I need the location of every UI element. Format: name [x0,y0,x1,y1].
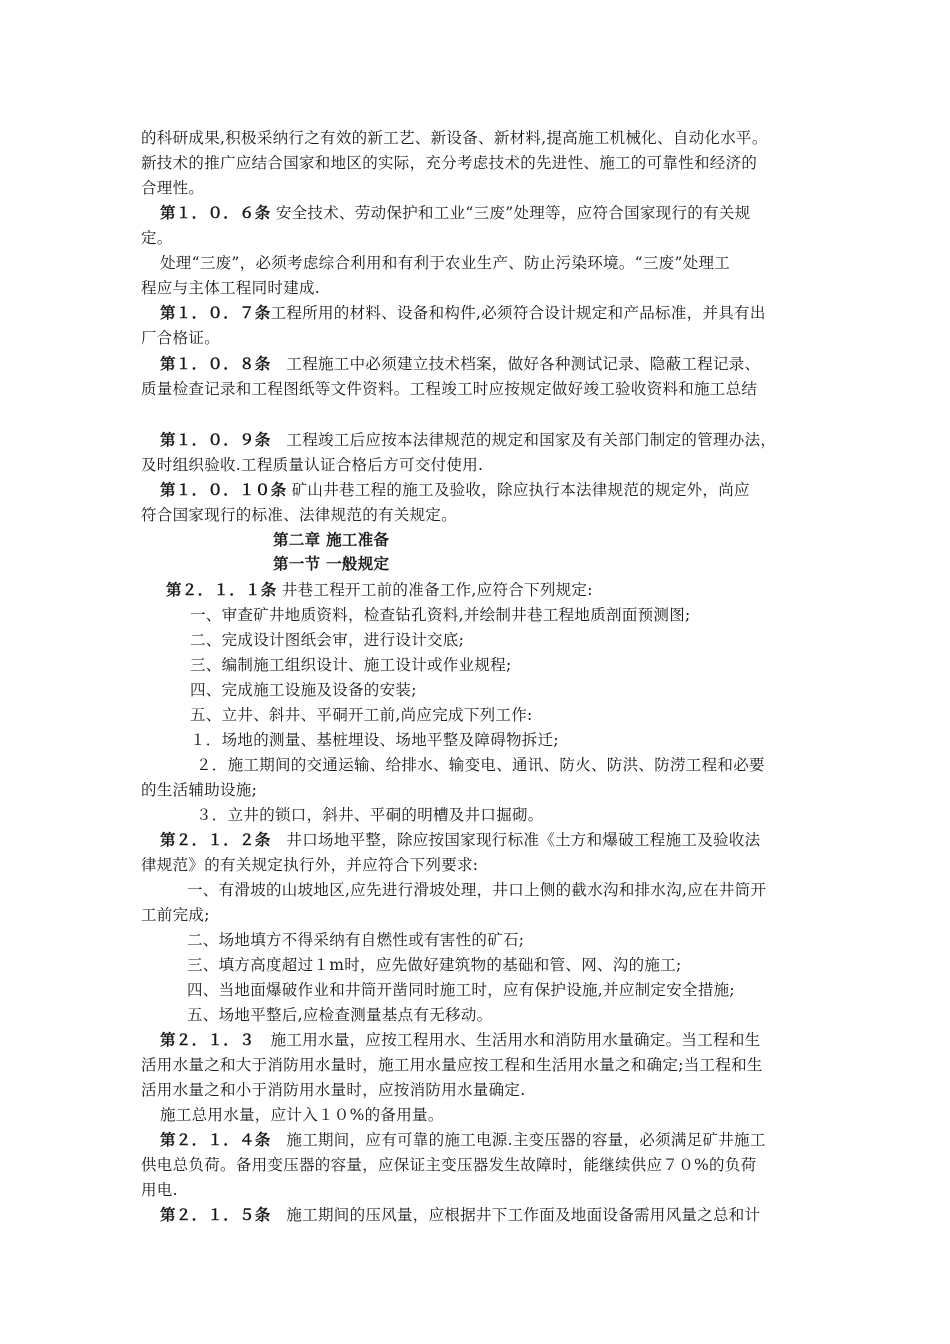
text-line: 用电. [141,1181,178,1199]
text-line: 厂合格证。 [141,329,221,347]
chapter-heading: 第二章 施工准备 [273,531,390,549]
list-item: 二、场地填方不得采纳有自燃性或有害性的矿石; [187,931,525,949]
article-number: 第２．１．４条 [160,1130,271,1149]
article-1-0-6 [160,203,840,223]
sub-list-item: ２．施工期间的交通运输、给排水、输变电、通讯、防火、防洪、防涝工程和必要 [196,756,765,774]
section-heading: 第一节 一般规定 [273,555,390,573]
list-item: 五、立井、斜井、平硐开工前,尚应完成下列工作: [190,706,533,724]
article-1-0-8 [160,354,840,374]
text-line: 处理“三废”，必须考虑综合利用和有利于农业生产、防止污染环境。“三废”处理工 [160,254,731,272]
text-line: 的生活辅助设施; [141,781,258,799]
list-item: 四、当地面爆破作业和井筒开凿同时施工时，应有保护设施,并应制定安全措施; [187,981,735,999]
article-number: 第１．０．６条 [160,203,271,222]
article-2-1-4 [160,1130,840,1150]
article-2-1-5 [160,1205,840,1225]
text-line: 工前完成; [141,906,210,924]
list-item: 一、有滑坡的山坡地区,应先进行滑坡处理，井口上侧的截水沟和排水沟,应在井筒开 [187,881,767,899]
article-number: 第１．０．１０条 [160,480,287,499]
text-line: 新技术的推广应结合国家和地区的实际，充分考虑技术的先进性、施工的可靠性和经济的 [141,154,758,172]
text-line: 律规范》的有关规定执行外，并应符合下列要求: [141,856,479,874]
text-line: 活用水量之和大于消防用水量时，施工用水量应按工程和生活用水量之和确定;当工程和生 [141,1056,763,1074]
article-2-1-2 [160,830,840,850]
article-number: 第１．０．９条 [160,430,271,449]
text-line: 质量检查记录和工程图纸等文件资料。工程竣工时应按规定做好竣工验收资料和施工总结 [141,380,758,398]
article-text: 施工用水量，应按工程用水、生活用水和消防用水量确定。当工程和生 [254,1031,761,1049]
list-item: 五、场地平整后,应检查测量基点有无移动。 [187,1006,493,1024]
text-line: 合理性。 [141,179,205,197]
article-number: 第１．０．７条 [160,303,271,322]
article-text: 施工期间，应有可靠的施工电源.主变压器的容量，必须满足矿井施工 [270,1131,766,1149]
article-number: 第２．１．３ [160,1030,255,1049]
sub-list-item: １．场地的测量、基桩埋设、场地平整及障碍物拆迁; [190,731,559,749]
list-item: 二、完成设计图纸会审，进行设计交底; [190,631,465,649]
text-line: 符合国家现行的标准、法律规范的有关规定。 [141,506,458,524]
article-2-1-1 [166,580,846,600]
text-line: 程应与主体工程同时建成. [141,279,321,297]
list-item: 三、编制施工组织设计、施工设计或作业规程; [190,656,512,674]
article-text: 工程竣工后应按本法律规范的规定和国家及有关部门制定的管理办法， [270,431,777,449]
article-number: 第１．０．８条 [160,354,271,373]
article-1-0-10 [160,480,840,500]
text-line: 的科研成果,积极采纳行之有效的新工艺、新设备、新材料,提高施工机械化、自动化水平。 [141,129,768,147]
text-line: 施工总用水量，应计入１０%的备用量。 [160,1106,444,1124]
list-item: 一、审查矿井地质资料，检查钻孔资料,并绘制井巷工程地质剖面预测图; [190,606,691,624]
article-number: 第２．１．２条 [160,830,271,849]
sub-list-item: ３．立井的锁口，斜井、平硐的明槽及井口掘砌。 [196,806,544,824]
text-line: 活用水量之和小于消防用水量时，应按消防用水量确定. [141,1081,526,1099]
article-2-1-3 [160,1030,840,1050]
article-text: 工程所用的材料、设备和构件,必须符合设计规定和产品标准，并具有出 [270,304,766,322]
article-number: 第２．１．１条 [166,580,277,599]
article-text: 工程施工中必须建立技术档案，做好各种测试记录、隐蔽工程记录、 [270,355,761,373]
article-number: 第２．１．５条 [160,1205,271,1224]
article-text: 矿山井巷工程的施工及验收，除应执行本法律规范的规定外，尚应 [286,481,750,499]
article-1-0-7 [160,303,840,323]
list-item: 三、填方高度超过１m时，应先做好建筑物的基础和管、网、沟的施工; [187,956,682,974]
text-line: 定。 [141,229,173,247]
article-text: 井口场地平整，除应按国家现行标准《土方和爆破工程施工及验收法 [270,831,761,849]
text-line: 供电总负荷。备用变压器的容量，应保证主变压器发生故障时，能继续供应７０%的负荷 [141,1156,757,1174]
article-text: 施工期间的压风量，应根据井下工作面及地面设备需用风量之总和计 [270,1206,761,1224]
article-text: 井巷工程开工前的准备工作,应符合下列规定: [276,581,593,599]
article-1-0-9 [160,430,840,450]
list-item: 四、完成施工设施及设备的安装; [190,681,417,699]
article-text: 安全技术、劳动保护和工业“三废”处理等，应符合国家现行的有关规 [270,204,751,222]
text-line: 及时组织验收.工程质量认证合格后方可交付使用. [141,456,484,474]
